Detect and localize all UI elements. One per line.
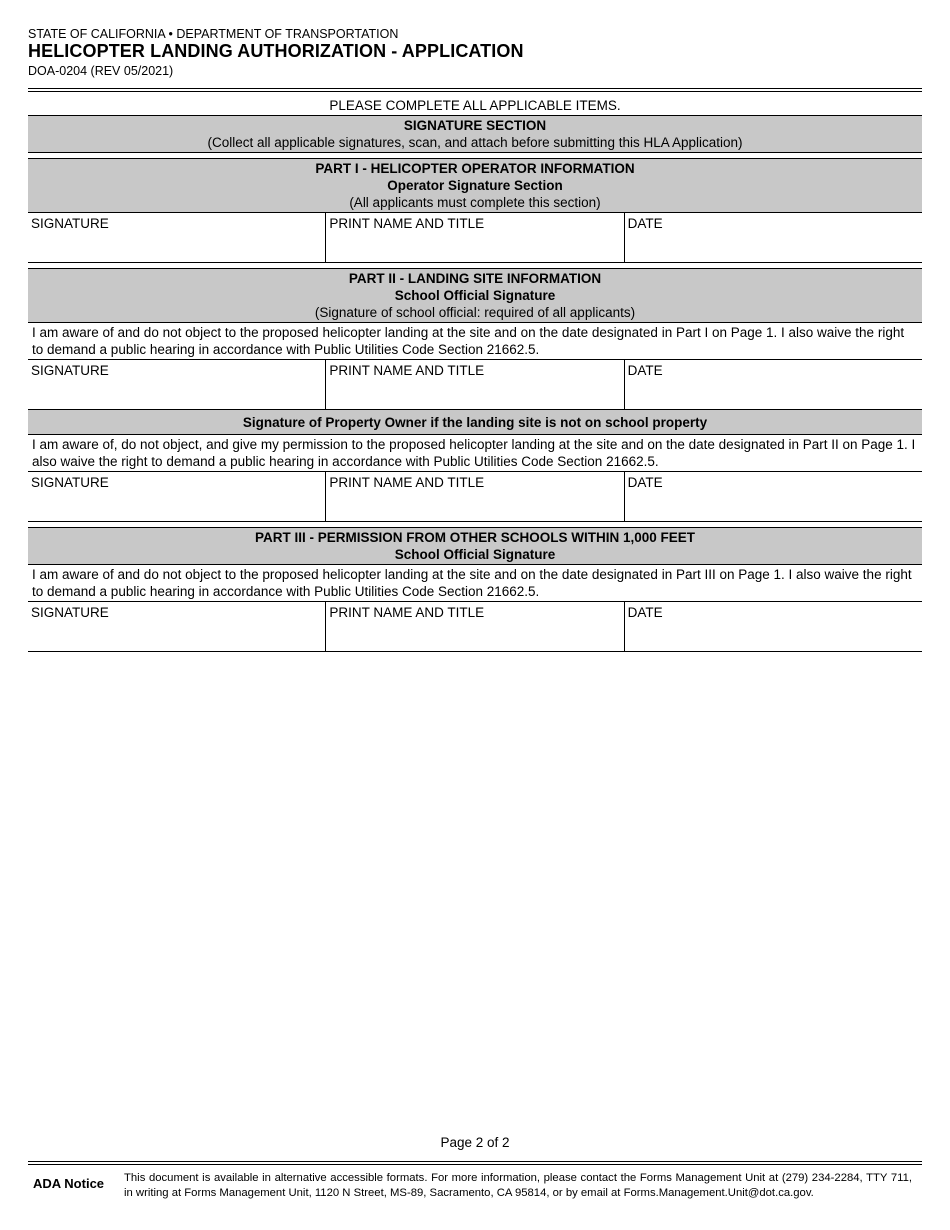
page-number: Page 2 of 2 [440,1135,510,1150]
owner-signature-field[interactable]: SIGNATURE [28,472,326,521]
part1-date-field[interactable]: DATE [627,216,663,231]
ada-notice-label: ADA Notice [33,1176,105,1191]
part1-title: PART I - HELICOPTER OPERATOR INFORMATION [315,161,635,176]
part3-header [28,528,922,565]
part2-header [28,269,922,323]
part3-name-title-field[interactable]: PRINT NAME AND TITLE [326,602,624,651]
part2-date-field[interactable]: DATE [627,363,663,378]
ada-notice-text: This document is available in alternative accessible formats. For more information, please contact the Forms Management Unit at (279) 234-2284, TTY 711, in writing at Forms Management Unit, 1120 N Street, MS-89, Sacramento, CA 95814, or by email at Forms.Management.Unit@dot.ca.gov. [124,1172,912,1199]
application-form [28,88,922,652]
part3-date-field[interactable]: DATE [627,605,663,620]
part3-signature-field[interactable]: SIGNATURE [28,602,326,651]
part1-subtitle: Operator Signature Section [387,178,563,193]
agency-line: STATE OF CALIFORNIA • DEPARTMENT OF TRANSPORTATION [28,27,399,41]
part3-statement: I am aware of and do not object to the proposed helicopter landing at the site and on the date designated in Part III on Page 1. I also waive the right to demand a public hearing in accordance with Public Utilities Code Section 21662.5. [28,565,922,602]
signature-section-title: SIGNATURE SECTION [403,118,547,133]
part2-note: (Signature of school official: required of all applicants) [314,305,636,320]
part2-signature-row [28,360,922,410]
owner-statement: I am aware of, do not object, and give my permission to the proposed helicopter landing at the site and on the date designated in Part II on Page 1. I also waive the right to demand a public hearing in accordance with Public Utilities Code Section 21662.5. [28,435,922,472]
part2-signature-field[interactable]: SIGNATURE [28,360,326,409]
part1-name-title-field[interactable]: PRINT NAME AND TITLE [326,213,624,262]
part3-title: PART III - PERMISSION FROM OTHER SCHOOLS WITHIN 1,000 FEET [254,530,696,545]
part2-name-title-field[interactable]: PRINT NAME AND TITLE [326,360,624,409]
part1-header [28,159,922,213]
signature-section-header [28,115,922,153]
part2-subtitle: School Official Signature [394,288,556,303]
part2-statement: I am aware of and do not object to the proposed helicopter landing at the site and on the date designated in Part I on Page 1. I also waive the right to demand a public hearing in accordance with Public Utilities Code Section 21662.5. [28,323,922,360]
owner-name-title-field[interactable]: PRINT NAME AND TITLE [326,472,624,521]
form-title: HELICOPTER LANDING AUTHORIZATION - APPLICATION [28,41,524,61]
owner-signature-row [28,472,922,522]
part1-signature-row [28,213,922,263]
part2-title: PART II - LANDING SITE INFORMATION [348,271,602,286]
owner-title: Signature of Property Owner if the landing site is not on school property [242,415,708,430]
part3-subtitle: School Official Signature [394,547,556,562]
part1-signature-field[interactable]: SIGNATURE [28,213,326,262]
signature-section-subtitle: (Collect all applicable signatures, scan, and attach before submitting this HLA Application) [207,135,743,150]
owner-header [28,410,922,435]
part1-note: (All applicants must complete this section) [349,195,601,210]
part3-signature-row [28,602,922,652]
form-header [28,27,524,79]
footer-rule [28,1161,922,1165]
owner-date-field[interactable]: DATE [627,475,663,490]
form-number: DOA-0204 (REV 05/2021) [28,64,174,78]
instruction-text: PLEASE COMPLETE ALL APPLICABLE ITEMS. [329,98,621,113]
